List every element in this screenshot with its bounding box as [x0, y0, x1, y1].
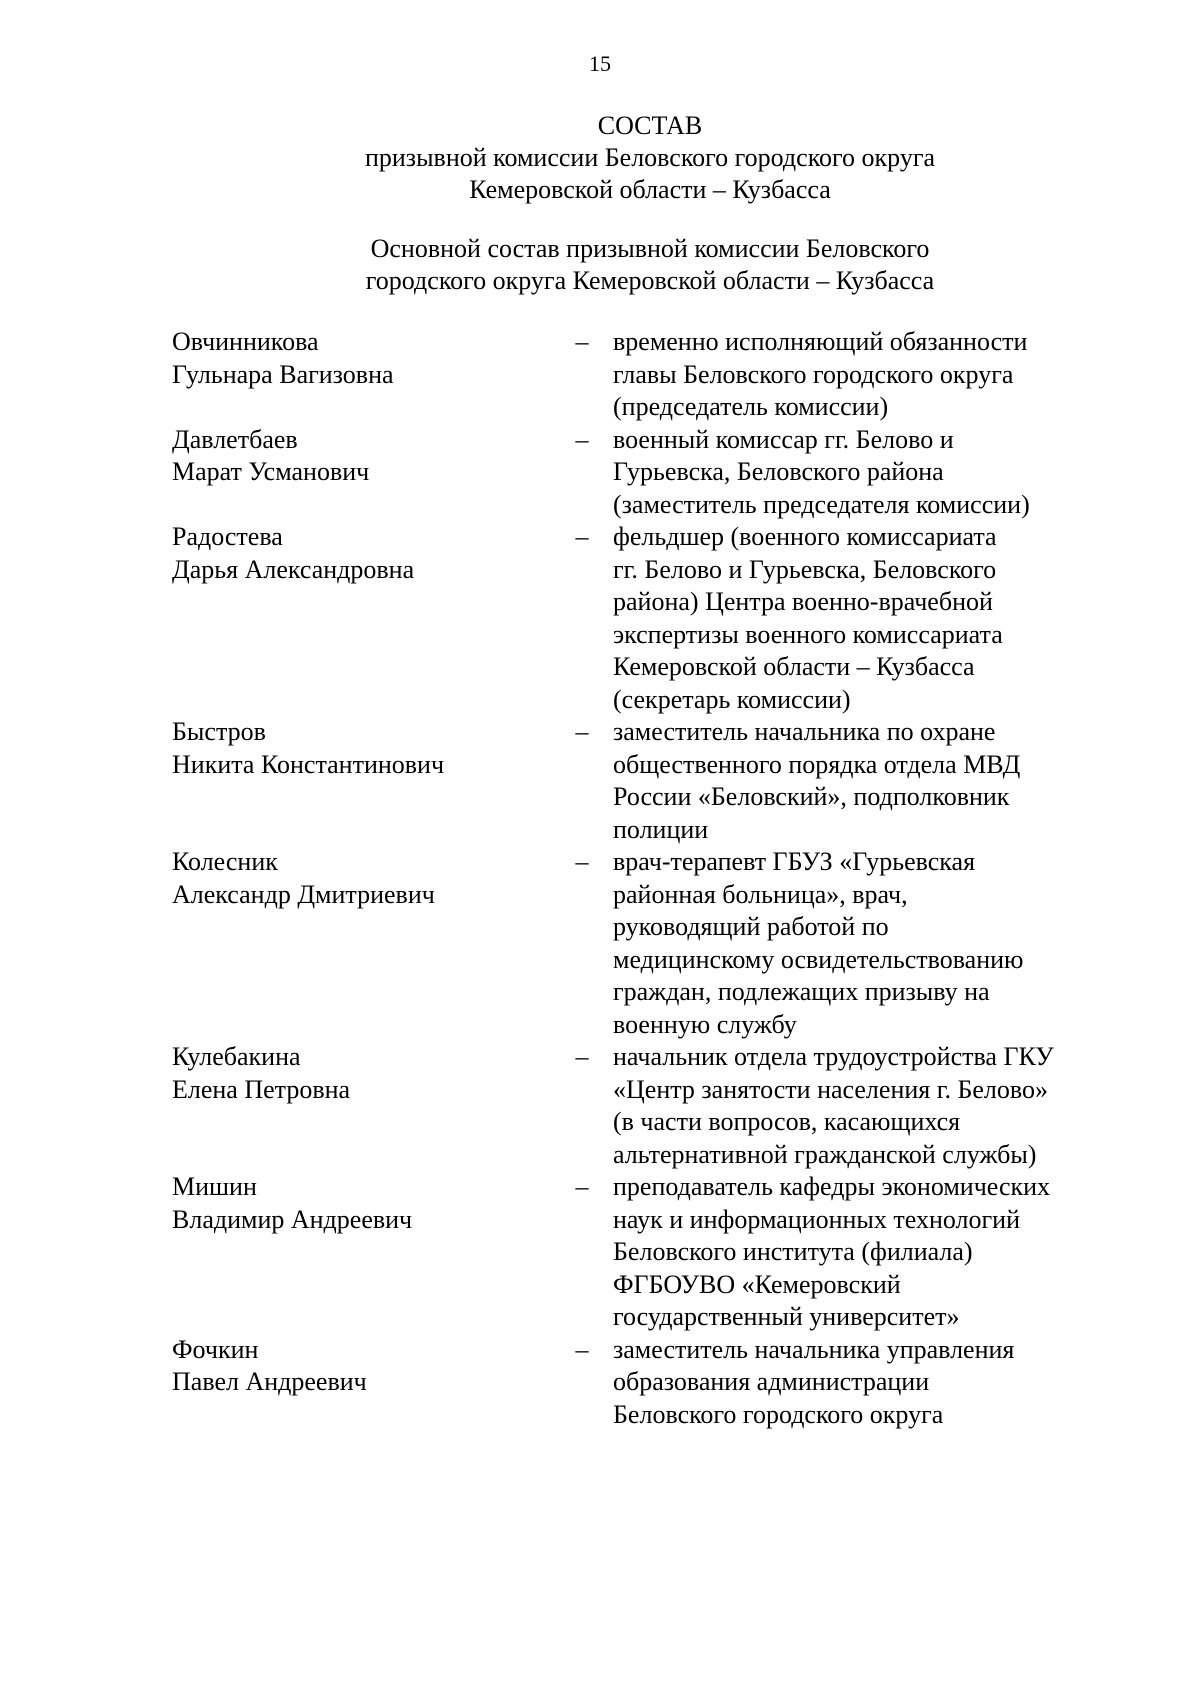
role-line: (секретарь комиссии) — [613, 684, 851, 714]
section-heading — [0, 233, 1200, 297]
member-surname: Радостева — [172, 522, 283, 551]
member-surname: Быстров — [172, 717, 266, 746]
members-list — [0, 326, 1200, 1431]
member-role — [613, 846, 1113, 1041]
dash-separator: – — [575, 847, 589, 876]
member-name — [172, 521, 552, 586]
member-role — [613, 1041, 1113, 1171]
member-role — [613, 716, 1113, 846]
title-line: Кемеровской области – Кузбасса — [469, 175, 831, 204]
role-line: начальник отдела трудоустройства ГКУ — [613, 1042, 1054, 1071]
member-name — [172, 846, 552, 911]
role-line: Кемеровской области – Кузбасса — [613, 652, 975, 681]
title-line: СОСТАВ — [597, 111, 703, 140]
role-line: преподаватель кафедры экономических — [613, 1172, 1051, 1201]
role-line: медицинскому освидетельствованию — [613, 944, 1024, 974]
role-line: военный комиссар гг. Белово и — [613, 424, 954, 454]
member-name — [172, 1041, 552, 1106]
role-line: Беловского института (филиала) — [613, 1237, 973, 1266]
role-line: (в части вопросов, касающихся — [613, 1107, 961, 1136]
member-surname: Мишин — [172, 1172, 257, 1201]
role-line: фельдшер (военного комиссариата — [613, 522, 997, 551]
member-surname: Колесник — [172, 847, 278, 876]
member-given-names: Марат Усманович — [172, 457, 370, 486]
role-line: государственный университет» — [613, 1302, 960, 1331]
member-entry — [0, 1334, 1200, 1432]
member-surname: Давлетбаев — [172, 424, 298, 454]
member-role — [613, 424, 1113, 522]
role-line: заместитель начальника управления — [613, 1334, 1015, 1364]
dash-separator: – — [575, 717, 589, 746]
member-given-names: Никита Константинович — [172, 749, 445, 779]
member-entry — [0, 1041, 1200, 1171]
role-line: наук и информационных технологий — [613, 1204, 1020, 1234]
role-line: (заместитель председателя комиссии) — [613, 489, 1030, 519]
member-entry — [0, 326, 1200, 424]
role-line: образования администрации — [613, 1367, 930, 1396]
role-line: Гурьевска, Беловского района — [613, 457, 944, 486]
role-line: России «Беловский», подполковник — [613, 782, 1010, 811]
member-name — [172, 424, 552, 489]
role-line: «Центр занятости населения г. Белово» — [613, 1074, 1049, 1104]
role-line: альтернативной гражданской службы) — [613, 1139, 1037, 1169]
title-line: призывной комиссии Беловского городского округа — [364, 143, 936, 172]
dash-separator: – — [575, 424, 589, 454]
role-line: гг. Белово и Гурьевска, Беловского — [613, 554, 997, 584]
member-given-names: Дарья Александровна — [172, 554, 415, 584]
role-line: экспертизы военного комиссариата — [613, 619, 1003, 649]
role-line: районная больница», врач, — [613, 879, 908, 909]
role-line: полиции — [613, 814, 709, 844]
member-given-names: Гульнара Вагизовна — [172, 359, 394, 389]
member-entry — [0, 716, 1200, 846]
member-role — [613, 1334, 1113, 1432]
member-entry — [0, 424, 1200, 522]
role-line: Беловского городского округа — [613, 1399, 944, 1429]
dash-separator: – — [575, 327, 589, 356]
role-line: ФГБОУВО «Кемеровский — [613, 1269, 901, 1299]
document-title — [0, 110, 1200, 206]
heading-line: Основной состав призывной комиссии Беловского — [370, 234, 930, 263]
dash-separator: – — [575, 1172, 589, 1201]
member-role — [613, 1171, 1113, 1334]
dash-separator: – — [575, 1042, 589, 1071]
role-line: руководящий работой по — [613, 912, 889, 941]
role-line: (председатель комиссии) — [613, 392, 889, 421]
member-name — [172, 326, 552, 391]
role-line: заместитель начальника по охране — [613, 717, 996, 746]
heading-line: городского округа Кемеровской области – Кузбасса — [365, 266, 935, 295]
member-entry — [0, 1171, 1200, 1334]
member-name — [172, 1171, 552, 1236]
member-given-names: Александр Дмитриевич — [172, 879, 435, 909]
member-name — [172, 1334, 552, 1399]
member-entry — [0, 521, 1200, 716]
member-given-names: Владимир Андреевич — [172, 1204, 413, 1234]
role-line: граждан, подлежащих призыву на — [613, 977, 990, 1006]
page-number: 15 — [589, 51, 611, 76]
member-surname: Кулебакина — [172, 1042, 301, 1071]
dash-separator: – — [575, 522, 589, 551]
role-line: временно исполняющий обязанности — [613, 327, 1028, 356]
dash-separator: – — [575, 1334, 589, 1364]
member-role — [613, 326, 1113, 424]
member-given-names: Елена Петровна — [172, 1074, 351, 1104]
member-surname: Овчинникова — [172, 327, 319, 356]
role-line: врач-терапевт ГБУЗ «Гурьевская — [613, 847, 976, 876]
member-surname: Фочкин — [172, 1334, 259, 1364]
role-line: главы Беловского городского округа — [613, 359, 1014, 389]
role-line: района) Центра военно-врачебной — [613, 587, 993, 616]
member-entry — [0, 846, 1200, 1041]
member-role — [613, 521, 1113, 716]
role-line: военную службу — [613, 1009, 797, 1039]
role-line: общественного порядка отдела МВД — [613, 749, 1021, 779]
member-given-names: Павел Андреевич — [172, 1367, 367, 1396]
member-name — [172, 716, 552, 781]
